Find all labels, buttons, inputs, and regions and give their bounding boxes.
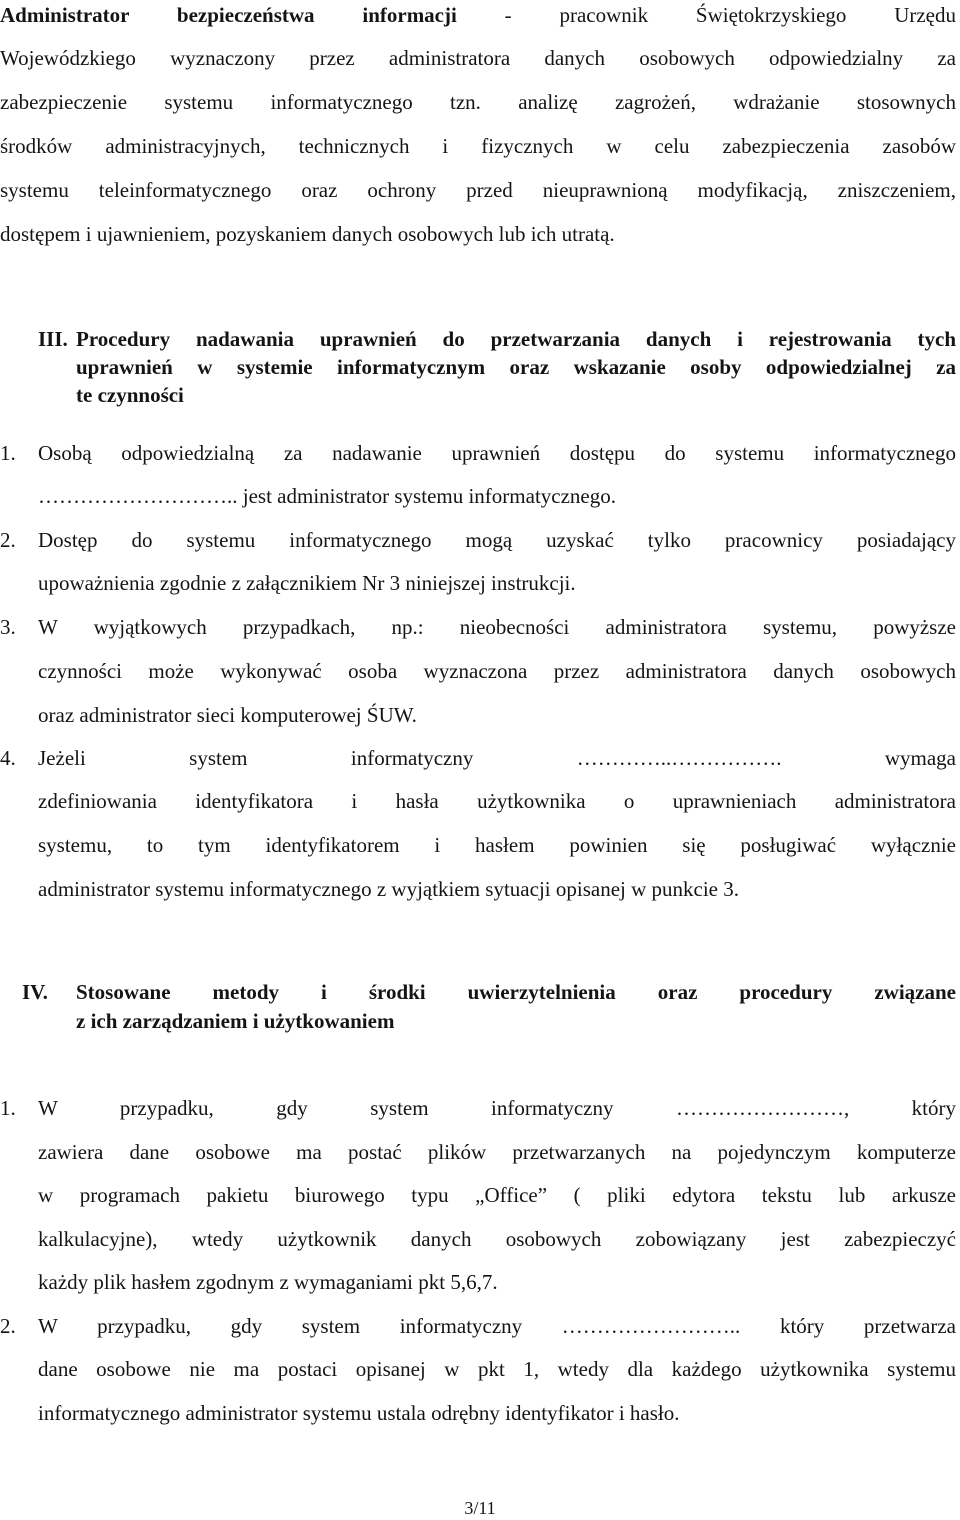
- s4-item-1-line-1: W przypadku, gdy system informatyczny ……………………, który: [38, 1096, 956, 1120]
- intro-line-4: środków administracyjnych, technicznych i fizycznych w celu zabezpieczenia zasobów: [0, 134, 956, 158]
- s3-item-1-number: 1.: [0, 441, 16, 465]
- page-number: 3/11: [464, 1498, 496, 1518]
- section-3-number: III.: [38, 327, 68, 351]
- s4-item-2-line-1: W przypadku, gdy system informatyczny …………………….. który przetwarza: [38, 1314, 956, 1338]
- s4-item-2-line-3: informatycznego administrator systemu ustala odrębny identyfikator i hasło.: [38, 1401, 680, 1425]
- s3-item-3-line-1: W wyjątkowych przypadkach, np.: nieobecności administratora systemu, powyższe: [38, 615, 956, 639]
- section-4-heading-line-2: z ich zarządzaniem i użytkowaniem: [76, 1009, 395, 1033]
- s3-item-2-line-1: Dostęp do systemu informatycznego mogą uzyskać tylko pracownicy posiadający: [38, 528, 956, 552]
- s4-item-1-line-4: kalkulacyjne), wtedy użytkownik danych osobowych zobowiązany jest zabezpieczyć: [38, 1227, 956, 1251]
- s3-item-3-line-2: czynności może wykonywać osoba wyznaczona przez administratora danych osobowych: [38, 659, 956, 683]
- s4-item-1-line-5: każdy plik hasłem zgodnym z wymaganiami pkt 5,6,7.: [38, 1270, 498, 1294]
- intro-line-5: systemu teleinformatycznego oraz ochrony przed nieuprawnioną modyfikacją, zniszczeniem,: [0, 178, 956, 202]
- intro-line-1: [0, 0, 956, 30]
- s3-item-4-number: 4.: [0, 746, 16, 770]
- s3-item-1-line-2: ……………………….. jest administrator systemu informatycznego.: [38, 484, 616, 508]
- s3-item-4-line-2: zdefiniowania identyfikatora i hasła użytkownika o uprawnieniach administratora: [38, 789, 956, 813]
- intro-line-3: zabezpieczenie systemu informatycznego tzn. analizę zagrożeń, wdrażanie stosownych: [0, 90, 956, 114]
- s4-item-2-line-2: dane osobowe nie ma postaci opisanej w pkt 1, wtedy dla każdego użytkownika systemu: [38, 1357, 956, 1381]
- s4-item-1-number: 1.: [0, 1096, 16, 1120]
- s3-item-4-line-3: systemu, to tym identyfikatorem i hasłem powinien się posługiwać wyłącznie: [38, 833, 956, 857]
- s3-item-3-line-3: oraz administrator sieci komputerowej ŚUW.: [38, 703, 417, 727]
- s3-item-4-line-4: administrator systemu informatycznego z wyjątkiem sytuacji opisanej w punkcie 3.: [38, 877, 739, 901]
- intro-line-6: dostępem i ujawnieniem, pozyskaniem danych osobowych lub ich utratą.: [0, 222, 615, 246]
- intro-line-1-rest: - pracownik Świętokrzyskiego Urzędu: [504, 3, 956, 27]
- s4-item-1-line-3: w programach pakietu biurowego typu „Office” ( pliki edytora tekstu lub arkusze: [38, 1183, 956, 1207]
- section-3-heading-line-2: uprawnień w systemie informatycznym oraz wskazanie osoby odpowiedzialnej za: [76, 355, 956, 379]
- s4-item-1-line-2: zawiera dane osobowe ma postać plików przetwarzanych na pojedynczym komputerze: [38, 1140, 956, 1164]
- s3-item-2-line-2: upoważnienia zgodnie z załącznikiem Nr 3 niniejszej instrukcji.: [38, 571, 576, 595]
- section-3-heading-line-1: Procedury nadawania uprawnień do przetwarzania danych i rejestrowania tych: [76, 327, 956, 351]
- intro-bold-term: Administrator bezpieczeństwa informacji: [0, 3, 457, 27]
- section-3-heading-line-3: te czynności: [76, 383, 184, 407]
- s3-item-4-line-1: Jeżeli system informatyczny …………..……………. wymaga: [38, 746, 956, 770]
- section-4-number: IV.: [22, 980, 48, 1004]
- s3-item-2-number: 2.: [0, 528, 16, 552]
- s3-item-1-line-1: Osobą odpowiedzialną za nadawanie uprawnień dostępu do systemu informatycznego: [38, 441, 956, 465]
- s4-item-2-number: 2.: [0, 1314, 16, 1338]
- section-4-heading-line-1: Stosowane metody i środki uwierzytelnienia oraz procedury związane: [76, 980, 956, 1004]
- intro-line-2: Wojewódzkiego wyznaczony przez administratora danych osobowych odpowiedzialny za: [0, 46, 956, 70]
- s3-item-3-number: 3.: [0, 615, 16, 639]
